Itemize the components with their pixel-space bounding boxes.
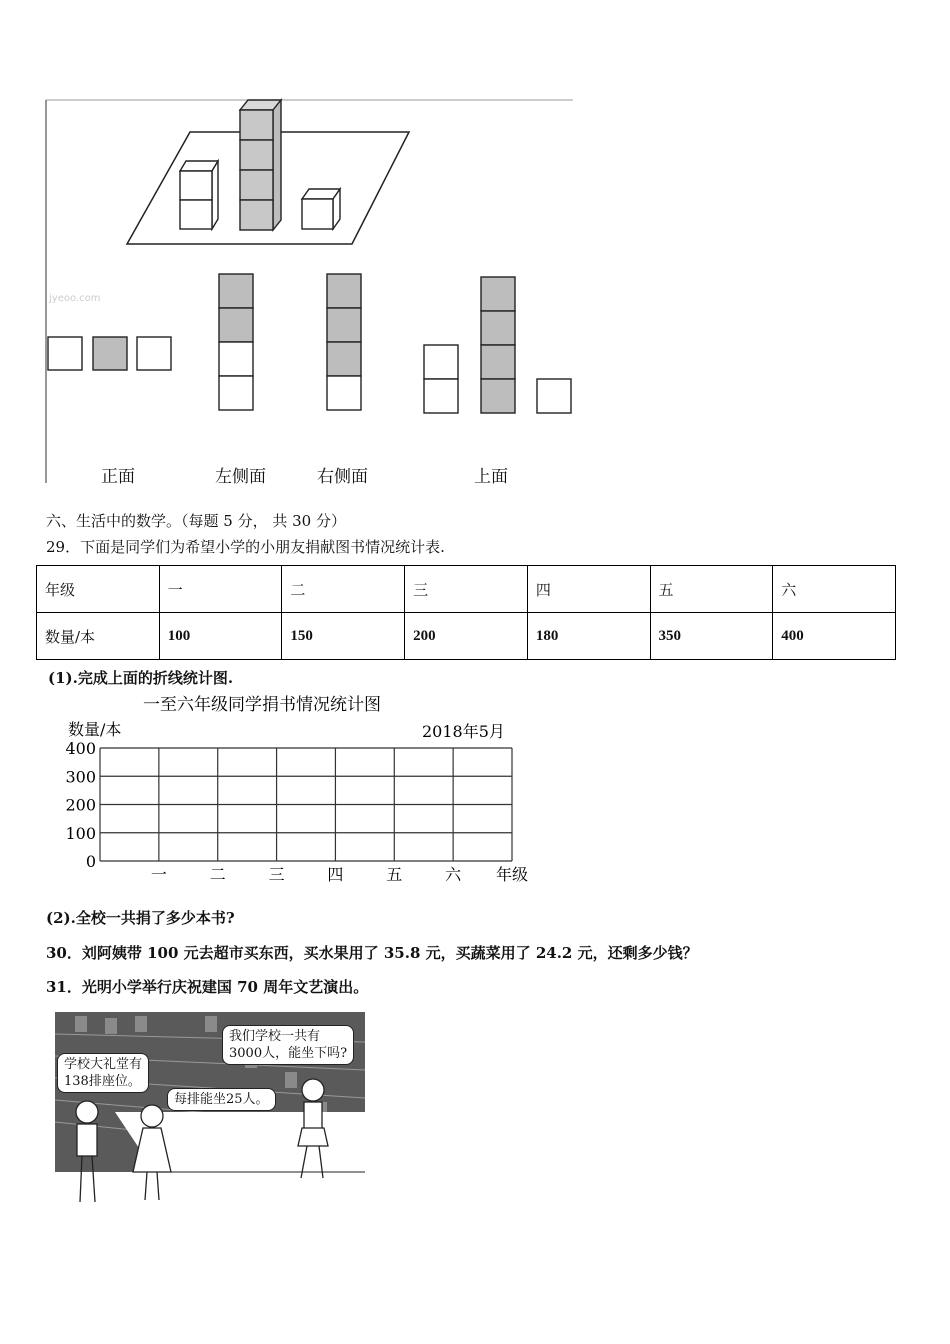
y-tick-label: 0: [85, 852, 96, 871]
table-row: [37, 566, 896, 613]
x-tick-label: 二: [209, 865, 226, 884]
x-tick-label: 四: [327, 865, 344, 884]
q30-text: 30．刘阿姨带 100 元去超市买东西，买水果用了 35.8 元，买蔬菜用了 24.2 元，还剩多少钱？: [46, 944, 698, 962]
chart-y-axis: [65, 739, 96, 871]
donation-table: [36, 565, 896, 660]
value-cell: 400: [773, 613, 896, 660]
q29-text: 29．下面是同学们为希望小学的小朋友捐献图书情况统计表.: [46, 538, 445, 556]
right-side-view: [327, 274, 361, 410]
bubble-line: 我们学校一共有: [229, 1029, 321, 1044]
label-left-side: 左侧面: [215, 467, 266, 487]
right-cube: [302, 189, 340, 229]
x-tick-label: 五: [386, 865, 403, 884]
label-top: 上面: [474, 467, 508, 487]
chart-grid: [100, 748, 512, 861]
table-row-label: 数量/本: [37, 613, 160, 660]
front-view: [48, 337, 171, 370]
grade-cell: 一: [159, 566, 282, 613]
speech-bubble-2: [167, 1088, 276, 1111]
bubble-line: 每排能坐25人。: [174, 1092, 269, 1107]
x-tick-label: 六: [445, 865, 462, 884]
y-tick-label: 200: [65, 795, 96, 815]
y-tick-label: 100: [65, 823, 96, 843]
value-cell: 200: [405, 613, 528, 660]
middle-stack: [240, 100, 281, 230]
watermark: jyeoo.com: [49, 293, 101, 304]
grade-cell: 五: [650, 566, 773, 613]
chart-title: 一至六年级同学捐书情况统计图: [143, 695, 381, 715]
grade-cell: 六: [773, 566, 896, 613]
grade-cell: 二: [282, 566, 405, 613]
q29-sub2: (2).全校一共捐了多少本书?: [46, 909, 235, 927]
chart-svg: [60, 690, 550, 890]
chart-x-axis: [151, 865, 462, 884]
y-tick-label: 300: [65, 767, 96, 787]
value-cell: 180: [527, 613, 650, 660]
value-cell: 350: [650, 613, 773, 660]
table-header-label: 年级: [37, 566, 160, 613]
value-cell: 150: [282, 613, 405, 660]
table-row: [37, 613, 896, 660]
bubble-line: 3000人，能坐下吗?: [229, 1046, 348, 1061]
bubble-line: 学校大礼堂有: [64, 1057, 143, 1072]
y-tick-label: 400: [65, 739, 96, 758]
grade-cell: 三: [405, 566, 528, 613]
grade-cell: 四: [527, 566, 650, 613]
section-heading: 六、生活中的数学。（每题 5 分， 共 30 分）: [46, 512, 346, 530]
x-tick-label: 一: [150, 865, 167, 884]
line-chart: [60, 690, 550, 890]
q31-text: 31．光明小学举行庆祝建国 70 周年文艺演出。: [46, 978, 369, 996]
chart-xlabel: 年级: [496, 865, 529, 884]
bubble-line: 138排座位。: [64, 1074, 141, 1089]
x-tick-label: 三: [268, 865, 285, 884]
speech-bubble-1: [57, 1053, 149, 1093]
three-view-figure: [45, 98, 575, 488]
left-side-view: [219, 274, 253, 410]
top-view: [424, 277, 571, 413]
label-front: 正面: [101, 467, 135, 487]
value-cell: 100: [159, 613, 282, 660]
label-right-side: 右侧面: [317, 467, 368, 487]
chart-date: 2018年5月: [422, 722, 505, 741]
chart-ylabel: 数量/本: [68, 720, 122, 739]
speech-bubble-3: [222, 1025, 354, 1065]
left-stack: [180, 161, 218, 229]
q29-sub1: (1).完成上面的折线统计图.: [48, 669, 234, 687]
cube-views-svg: [45, 98, 575, 488]
